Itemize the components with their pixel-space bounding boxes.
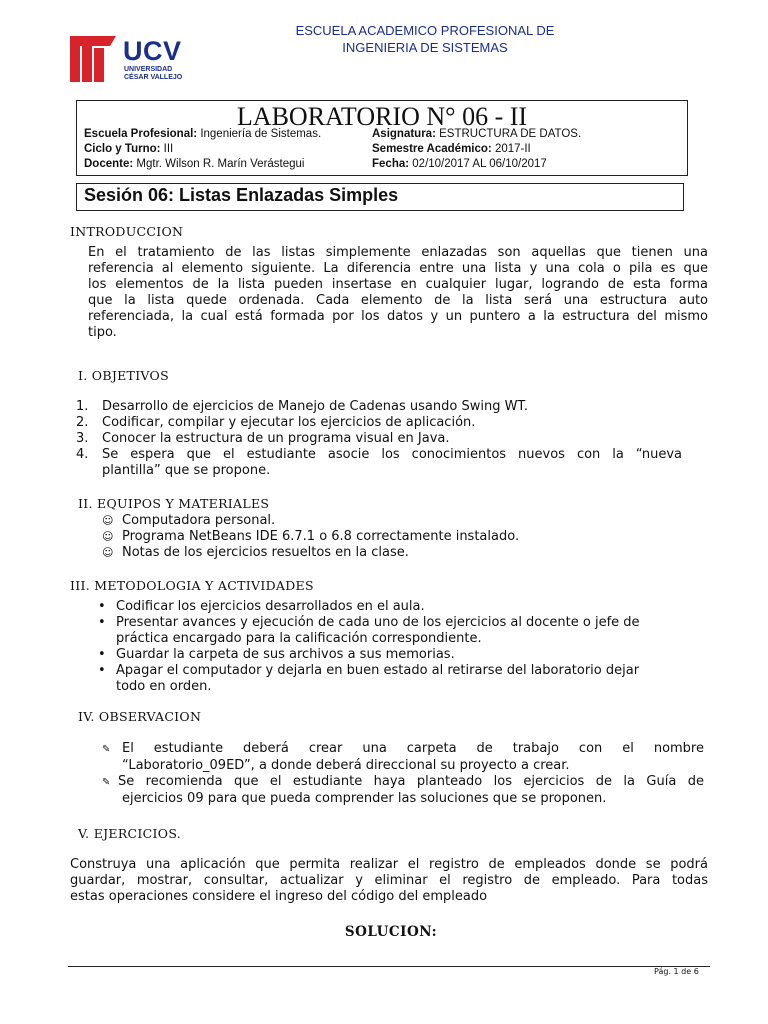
school-header [250,22,600,56]
list-item [102,741,704,758]
intro-line: En el tratamiento de las listas simplemente enlazadas son aquellas que tienen una [88,245,708,260]
intro-paragraph [88,245,708,341]
session-title: Sesión 06: Listas Enlazadas Simples [84,185,399,205]
bullet-icon: • [98,647,106,662]
intro-line: referencia al elemento siguiente. La diferencia entre una lista y una cola o pila es que [88,261,708,276]
logo-title: UCV [123,36,182,66]
smiley-icon: ☺ [102,546,114,559]
item-text: Computadora personal. [122,513,276,528]
solucion-heading: SOLUCION: [344,924,438,940]
ejercicios-heading: V. EJERCICIOS. [78,826,182,841]
school-line-1: ESCUELA ACADEMICO PROFESIONAL DE [295,23,555,38]
logo-subtitle [124,66,182,82]
list-item [98,663,698,679]
pencil-icon: ✎ [102,744,111,755]
item-number: 4. [76,447,89,462]
asignatura-value: ESTRUCTURA DE DATOS. [435,128,582,140]
bullet-icon: • [98,615,106,630]
item-text: Conocer la estructura de un programa visual en Java. [102,431,450,446]
item-text: Presentar avances y ejecución de cada uno de los ejercicios al docente o jefe de [116,615,640,630]
header-right-info [372,127,581,172]
item-text: Programa NetBeans IDE 6.7.1 o 6.8 correctamente instalado. [122,529,520,544]
semestre-value: 2017-II [491,143,531,155]
asignatura-label: Asignatura: [372,128,436,140]
item-continuation: plantilla” que se propone. [102,463,271,478]
smiley-icon: ☺ [102,514,114,527]
observacion-list [102,741,704,807]
observacion-heading: IV. OBSERVACION [78,709,202,724]
list-item [76,447,696,463]
equipos-list [102,513,519,561]
equipos-heading: II. EQUIPOS Y MATERIALES [78,496,270,511]
docente-value: Mgtr. Wilson R. Marín Verástegui [133,158,305,170]
item-text: Desarrollo de ejercicios de Manejo de Cadenas usando Swing WT. [102,399,528,414]
objetivos-heading: I. OBJETIVOS [78,368,169,383]
logo-subtitle-line-1: UNIVERSIDAD [124,66,173,73]
list-item [98,647,698,663]
intro-line: los elementos de la lista pueden insertase en cualquier lugar, logrando de esta forma [88,277,708,292]
ejercicios-line: Construya una aplicación que permita realizar el registro de empleados donde se podrá [70,857,708,872]
list-item [76,399,696,415]
item-text: Apagar el computador y dejarla en buen estado al retirarse del laboratorio dejar [116,663,640,678]
item-continuation: todo en orden. [116,679,212,694]
item-continuation: práctica encargado para la calificación correspondiente. [116,631,482,646]
escuela-label: Escuela Profesional: [84,128,198,140]
item-text: Se recomienda que el estudiante haya planteado los ejercicios de la Guía de [118,774,704,789]
item-number: 3. [76,431,89,446]
list-item [76,415,696,431]
list-item [98,599,698,615]
smiley-icon: ☺ [102,530,114,543]
item-text: El estudiante deberá crear una carpeta de trabajo con el nombre [122,741,704,756]
intro-line: tipo. [88,325,117,340]
lab-title: LABORATORIO N° 06 - II [236,102,528,131]
intro-heading: INTRODUCCION [70,224,184,239]
bullet-icon: • [98,663,106,678]
item-continuation: ejercicios 09 para que pueda comprender las soluciones que se proponen. [122,791,607,806]
ejercicios-line: estas operaciones considere el ingreso del código del empleado [70,889,488,904]
ucv-emblem-icon [70,34,122,84]
bullet-icon: • [98,599,106,614]
page-number: Pág. 1 de 6 [654,967,699,976]
item-number: 2. [76,415,89,430]
list-item [98,615,698,631]
metodologia-list [98,599,698,695]
item-text: Codificar, compilar y ejecutar los ejercicios de aplicación. [102,415,476,430]
escuela-value: Ingeniería de Sistemas. [197,128,322,140]
fecha-value: 02/10/2017 AL 06/10/2017 [409,158,547,170]
item-continuation: “Laboratorio_09ED”, a donde deberá direccional su proyecto a crear. [122,758,570,773]
fecha-label: Fecha: [372,158,410,170]
ciclo-value: III [160,143,174,155]
ciclo-label: Ciclo y Turno: [84,143,161,155]
item-text: Se espera que el estudiante asocie los conocimientos nuevos con la “nueva [102,447,682,462]
intro-line: referenciada, la cual está formada por los datos y un puntero a la estructura del mismo [88,309,708,324]
item-text: Notas de los ejercicios resueltos en la clase. [122,545,409,560]
list-item [102,545,519,561]
list-item [102,529,519,545]
list-item [102,774,704,791]
docente-label: Docente: [84,158,134,170]
item-number: 1. [76,399,89,414]
ejercicios-line: guardar, mostrar, consultar, actualizar y eliminar el registro de empleado. Para todas [70,873,708,888]
ejercicios-paragraph [70,857,708,905]
objetivos-list [76,399,696,479]
item-text: Guardar la carpeta de sus archivos a sus memorias. [116,647,455,662]
item-text: Codificar los ejercicios desarrollados en el aula. [116,599,425,614]
footer-divider [68,966,710,967]
semestre-label: Semestre Académico: [372,143,492,155]
list-item [102,513,519,529]
list-item [76,431,696,447]
intro-line: que la lista quede ordenada. Cada elemento de la lista será una estructura auto [88,293,708,308]
logo-subtitle-line-2: CÉSAR VALLEJO [124,74,183,81]
header-left-info [84,127,321,172]
school-line-2: INGENIERIA DE SISTEMAS [342,40,508,55]
pencil-icon: ✎ [102,777,111,788]
metodologia-heading: III. METODOLOGIA Y ACTIVIDADES [70,578,314,593]
